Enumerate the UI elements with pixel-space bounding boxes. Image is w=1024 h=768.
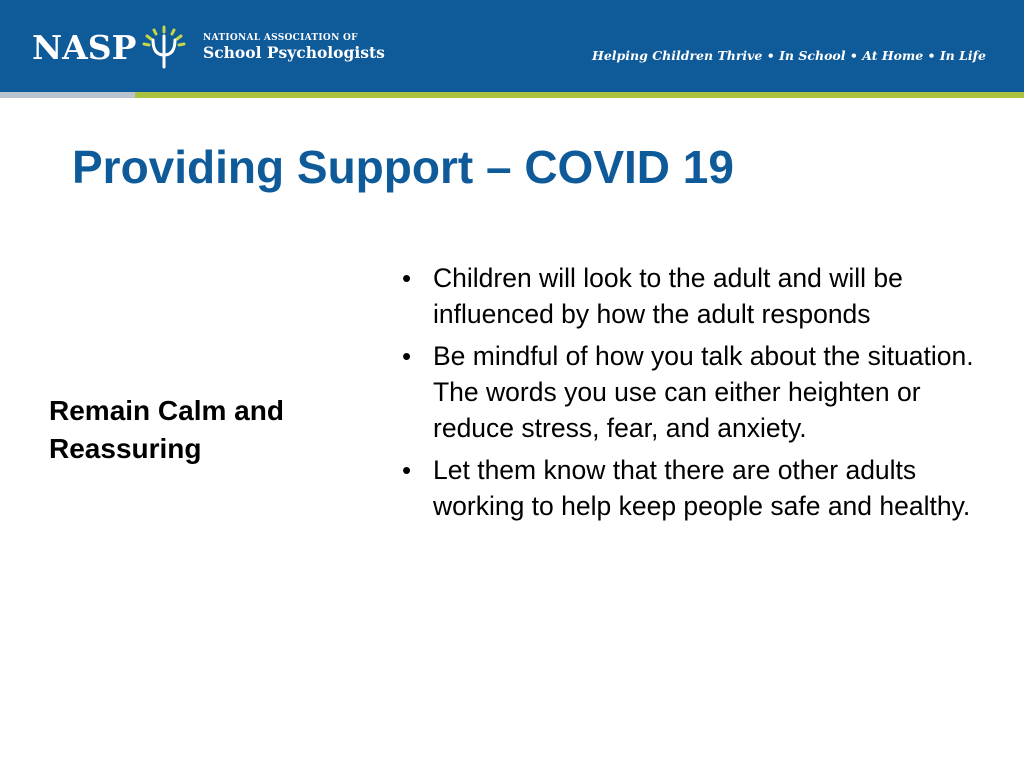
bullet-marker: • <box>402 263 412 293</box>
slide-title: Providing Support – COVID 19 <box>72 141 734 193</box>
org-name <box>203 34 385 62</box>
header-stripe-green <box>135 92 1024 98</box>
bullet-marker: • <box>402 455 412 485</box>
bullet-text: Be mindful of how you talk about the situation. The words you use can either heighten or reduce stress, fear, and anxiety. <box>433 341 974 443</box>
bullet-item <box>398 338 978 446</box>
bullet-item <box>398 452 978 524</box>
nasp-logo <box>32 22 188 72</box>
header-stripe-gray <box>0 92 135 98</box>
tagline: Helping Children Thrive • In School • At Home • In Life <box>592 48 986 63</box>
side-label: Remain Calm and Reassuring <box>49 395 284 465</box>
bullet-marker: • <box>402 341 412 371</box>
psi-sunburst-icon <box>140 23 188 71</box>
bullet-text: Children will look to the adult and will be influenced by how the adult responds <box>433 263 903 329</box>
logo-text: NASP <box>32 27 137 67</box>
bullet-text: Let them know that there are other adults working to help keep people safe and healthy. <box>433 455 971 521</box>
org-name-line1: NATIONAL ASSOCIATION OF <box>203 33 358 43</box>
bullet-list <box>398 260 978 530</box>
org-name-line2: School Psychologists <box>203 43 385 63</box>
bullet-item <box>398 260 978 332</box>
